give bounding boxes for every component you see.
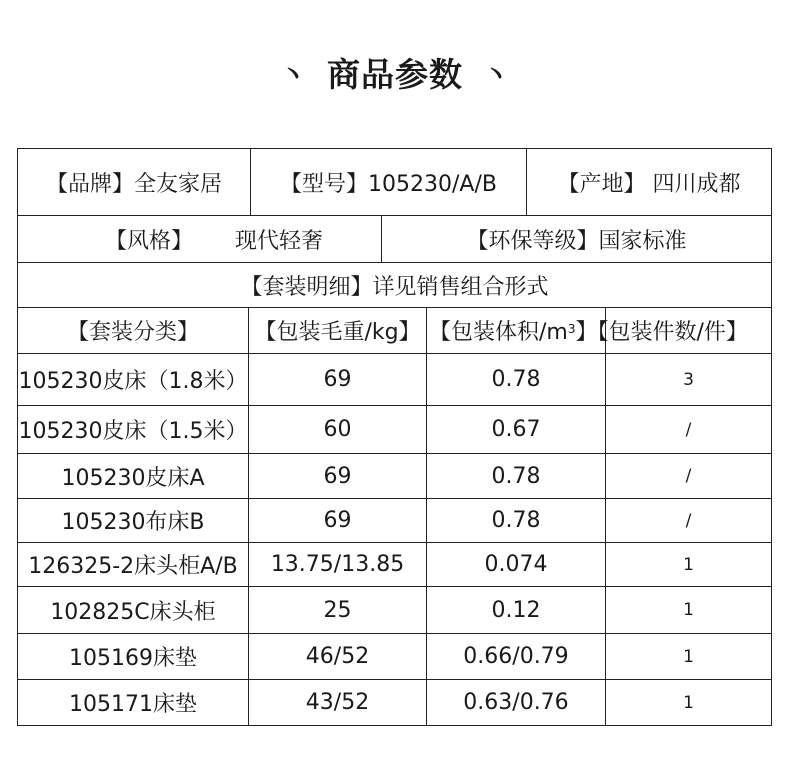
row-category: 105230皮床A [61, 465, 205, 491]
header-category: 【套装分类】 [66, 320, 199, 345]
row-weight: 69 [323, 463, 352, 489]
row-category: 105230皮床（1.8米） [18, 369, 248, 394]
page-title-text: 商品参数 [327, 55, 463, 94]
row-volume: 0.67 [491, 417, 541, 442]
row-category: 105169床垫 [69, 646, 197, 671]
title-mark-right: 丶 [483, 61, 511, 91]
row-category: 102825C床头柜 [50, 599, 216, 625]
style-value: 现代轻奢 [235, 228, 324, 254]
row-weight: 46/52 [305, 644, 370, 669]
row-volume: 0.78 [491, 508, 541, 533]
title-mark-left: 丶 [279, 61, 307, 91]
table-border-right [771, 148, 772, 726]
row-count: 3 [683, 369, 694, 390]
style-cell [18, 216, 381, 262]
row-volume: 0.78 [491, 367, 541, 392]
row-volume: 0.66/0.79 [463, 644, 569, 669]
row-category: 126325-2床头柜A/B [28, 554, 238, 579]
row-category: 105230布床B [61, 510, 205, 535]
eco-cell: 【环保等级】国家标准 [466, 228, 687, 254]
row-volume: 0.63/0.76 [463, 690, 569, 715]
header-volume: 【包装体积/m [429, 320, 568, 345]
row-count: 1 [683, 600, 694, 620]
row-weight: 13.75/13.85 [270, 552, 405, 577]
row-count: 1 [683, 554, 694, 575]
header-weight: 【包装毛重/kg】 [254, 320, 421, 345]
header-volume-count [427, 308, 771, 353]
row-weight: 60 [323, 417, 352, 442]
header-count: 】【包装件数/件】 [575, 320, 748, 345]
row-count: / [685, 419, 692, 440]
row-weight: 43/52 [305, 690, 370, 715]
row-count: / [685, 510, 692, 531]
table-border-bottom [17, 725, 772, 726]
row-category: 105230皮床（1.5米） [18, 419, 248, 444]
row-weight: 25 [323, 597, 352, 623]
row-volume: 0.074 [484, 552, 548, 577]
brand-cell: 【品牌】全友家居 [45, 171, 222, 197]
header-volume-exponent: 3 [567, 321, 576, 336]
row-count: 1 [683, 692, 694, 713]
set-detail-cell: 【套装明细】详见销售组合形式 [240, 274, 549, 300]
row-volume: 0.78 [491, 463, 541, 489]
row-weight: 69 [323, 367, 352, 392]
row-count: / [685, 466, 692, 486]
row-volume: 0.12 [491, 597, 541, 623]
model-cell: 【型号】105230/A/B [280, 171, 497, 197]
row-count: 1 [683, 646, 694, 667]
style-label: 【风格】 [105, 228, 194, 254]
page-title [0, 50, 790, 100]
row-weight: 69 [323, 508, 352, 533]
origin-cell: 【产地】 四川成都 [557, 171, 741, 197]
row-category: 105171床垫 [69, 692, 197, 717]
